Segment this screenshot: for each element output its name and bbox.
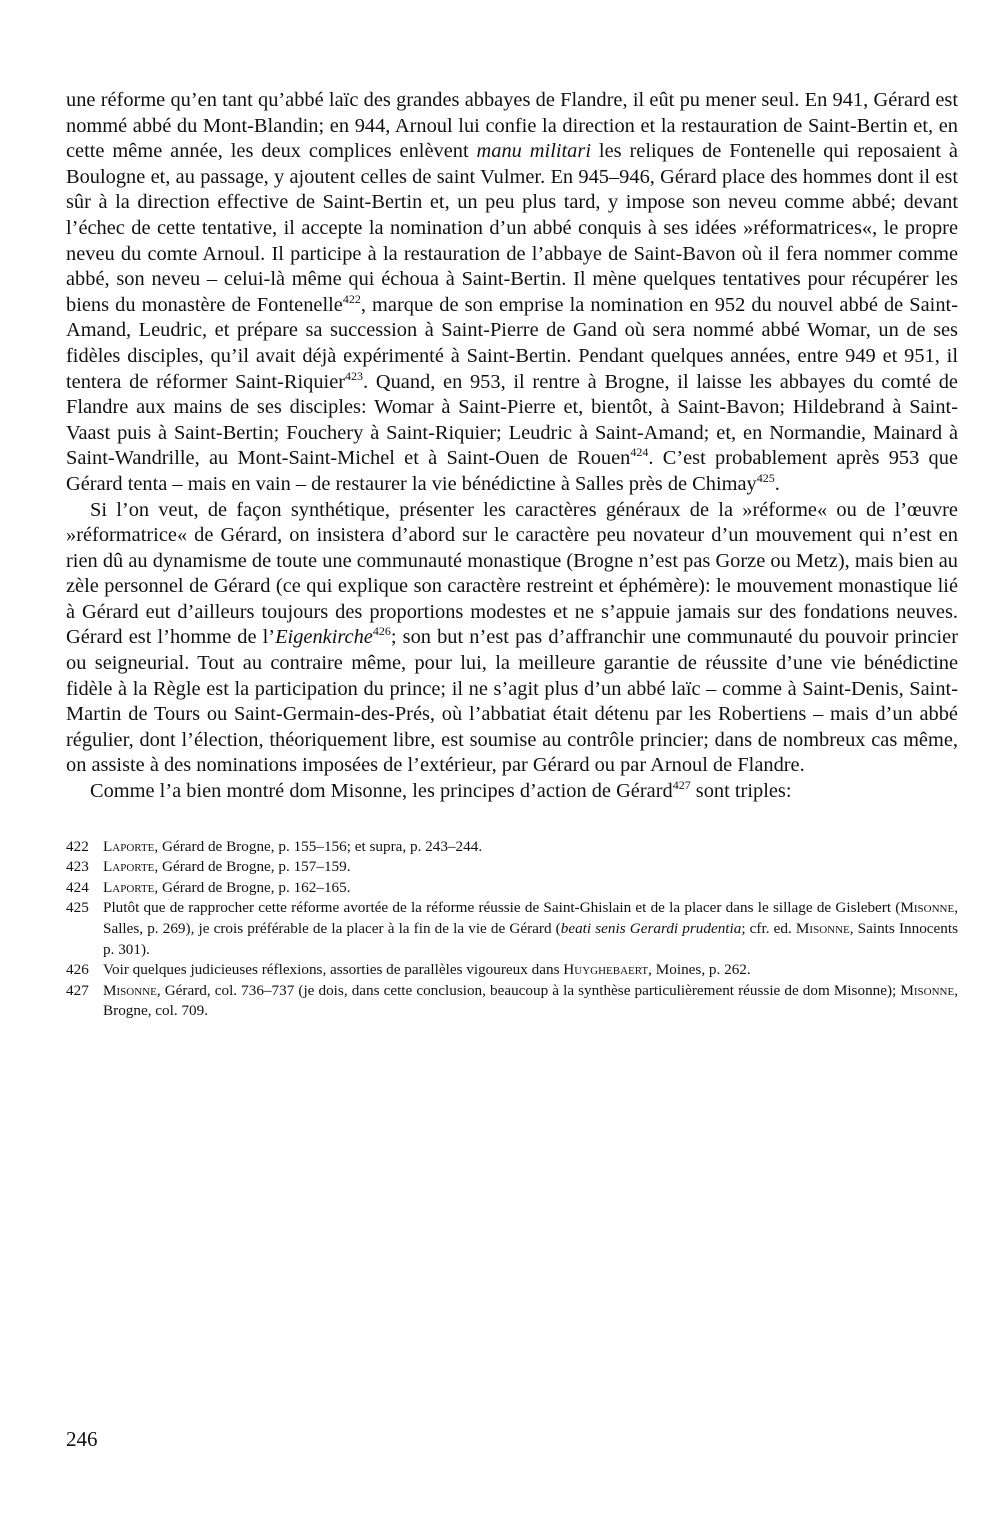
footnote-text [103, 960, 958, 981]
footnote-ref-426[interactable]: 426 [372, 624, 391, 639]
footnote-text [103, 981, 958, 1022]
author-name: Laporte [103, 858, 155, 876]
text-run: Plutôt que de rapprocher cette réforme avortée de la réforme réussie de Saint-Ghislain et de la placer dans le sillage de Gislebert ( [103, 899, 901, 917]
text-run: . [774, 472, 780, 495]
text-run: , marque de son emprise la nomination en 952 du nouvel abbé de Saint-Amand, Leudric, et prépare sa succession à Saint-Pierre de Gand où sera nommé abbé Womar, un de ses fidèles disciples, qu’il avait déjà expérimenté à Saint-Bertin. Pendant quelques années, entre 949 et 951, il tentera de réformer Saint-Riquier [66, 293, 958, 393]
text-run: ; son but n’est pas d’affranchir une communauté du pouvoir princier ou seigneurial. Tout au contraire même, pour lui, la meilleure garantie de réussite d’une vie bénédictine fidèle à la Règle est la participation du prince; il ne s’agit plus d’un abbé laïc – comme à Saint-Denis, Saint-Martin de Tours ou Saint-Germain-des-Prés, où l’abbatiat était détenu par les Robertiens – mais d’un abbé régulier, dont l’élection, théoriquement libre, est soumise au contrôle princier; dans de nombreux cas même, on assiste à des nominations imposées de l’extérieur, par Gérard ou par Arnoul de Flandre. [66, 626, 958, 777]
footnotes [66, 837, 958, 1022]
italic-phrase: Eigenkirche [275, 626, 373, 649]
footnote-text [103, 878, 958, 899]
italic-phrase: manu militari [476, 140, 591, 163]
page-content [66, 88, 958, 1022]
body-paragraph-3 [66, 779, 958, 805]
text-run: Si l’on veut, de façon synthétique, présenter les caractères généraux de la »réforme« ou de l’œuvre »réformatrice« de Gérard, on insistera d’abord sur le caractère peu novateur d’un mouvement qui n’est en rien dû au dynamisme de toute une communauté monastique (Brogne n’est pas Gorze ou Metz), mais bien au zèle personnel de Gérard (ce qui explique son caractère restreint et éphémère): le mouvement monastique lié à Gérard eut d’ailleurs toujours des proportions modestes et ne s’appuie jamais sur des fondations neuves. Gérard est l’homme de l’ [66, 498, 958, 649]
footnote-number: 422 [66, 837, 89, 855]
italic-phrase: beati senis Gerardi prudentia [560, 920, 742, 937]
text-run: , Brogne, col. 709. [103, 981, 958, 1020]
footnote-422 [66, 837, 958, 858]
text-run: une réforme qu’en tant qu’abbé laïc des grandes abbayes de Flandre, il eût pu mener seul. En 941, Gérard est nommé abbé du Mont-Blandin; en 944, Arnoul lui confie la direction et la restauration de Saint-Bertin et, en cette même année, les deux complices enlèvent [66, 89, 958, 163]
text-run: , Saints Innocents p. 301). [103, 920, 958, 958]
footnote-number: 424 [66, 878, 89, 896]
author-name: Misonne [900, 899, 955, 917]
text-run: . C’est probablement après 953 que Gérard tenta – mais en vain – de restaurer la vie bénédictine à Salles près de Chimay [66, 447, 958, 495]
footnote-ref-423[interactable]: 423 [345, 368, 364, 383]
author-name: Misonne [103, 981, 157, 999]
footnote-number: 425 [66, 899, 89, 917]
text-run: ; cfr. ed. [741, 920, 796, 937]
author-name: Laporte [103, 878, 155, 896]
text-run: les reliques de Fontenelle qui reposaient à Boulogne et, au passage, y ajoutent celles de saint Vulmer. En 945–946, Gérard place des hommes dont il est sûr à la direction effective de Saint-Bertin et, un peu plus tard, y impose son neveu comme abbé; devant l’échec de cette tentative, il accepte la nomination d’un abbé conquis à ses idées »réformatrices«, le propre neveu du comte Arnoul. Il participe à la restauration de l’abbaye de Saint-Bavon où il fera nommer comme abbé, son neveu – celui-là même qui échoua à Saint-Bertin. Il mène quelques tentatives pour récupérer les biens du monastère de Fontenelle [66, 140, 958, 316]
text-run: , Gérard de Brogne, p. 155–156; et supra, p. 243–244. [154, 837, 483, 855]
text-run: , Gérard de Brogne, p. 162–165. [154, 878, 351, 896]
footnote-number: 423 [66, 858, 89, 876]
footnote-ref-424[interactable]: 424 [630, 445, 649, 460]
footnote-ref-427[interactable]: 427 [672, 778, 691, 793]
text-run: . Quand, en 953, il rentre à Brogne, il laisse les abbayes du comté de Flandre aux mains de ses disciples: Womar à Saint-Pierre et, bientôt, à Saint-Bavon; Hildebrand à Saint-Vaast puis à Saint-Bertin; Fouchery à Saint-Riquier; Leudric à Saint-Amand; et, en Normandie, Mainard à Saint-Wandrille, au Mont-Saint-Michel et à Saint-Ouen de Rouen [66, 370, 958, 470]
author-name: Laporte [103, 837, 155, 855]
page-number: 246 [66, 1427, 98, 1451]
footnote-426 [66, 960, 958, 981]
body-paragraph-1 [66, 88, 958, 498]
text-run: , Salles, p. 269), je crois préférable de la placer à la fin de la vie de Gérard ( [103, 899, 958, 937]
author-name: Huyghebaert [563, 961, 649, 979]
footnote-425 [66, 898, 958, 960]
footnote-number: 427 [66, 981, 89, 999]
body-paragraph-2 [66, 498, 958, 780]
footnote-423 [66, 857, 958, 878]
footnote-427 [66, 981, 958, 1022]
text-run: , Gérard, col. 736–737 (je dois, dans cette conclusion, beaucoup à la synthèse particulièrement réussie de dom Misonne); [156, 981, 901, 999]
footnote-ref-425[interactable]: 425 [756, 470, 775, 485]
text-run: , Gérard de Brogne, p. 157–159. [154, 858, 351, 876]
footnote-text [103, 857, 958, 878]
author-name: Misonne [795, 920, 850, 937]
author-name: Misonne [900, 981, 955, 999]
footnote-text [103, 898, 958, 960]
text-run: , Moines, p. 262. [648, 961, 751, 979]
footnote-text [103, 837, 958, 858]
text-run: Comme l’a bien montré dom Misonne, les principes d’action de Gérard [90, 780, 673, 803]
footnote-number: 426 [66, 961, 89, 979]
text-run: Voir quelques judicieuses réflexions, assorties de parallèles vigoureux dans [103, 961, 564, 979]
text-run: sont triples: [690, 780, 792, 803]
footnote-424 [66, 878, 958, 899]
footnote-ref-422[interactable]: 422 [342, 291, 361, 306]
